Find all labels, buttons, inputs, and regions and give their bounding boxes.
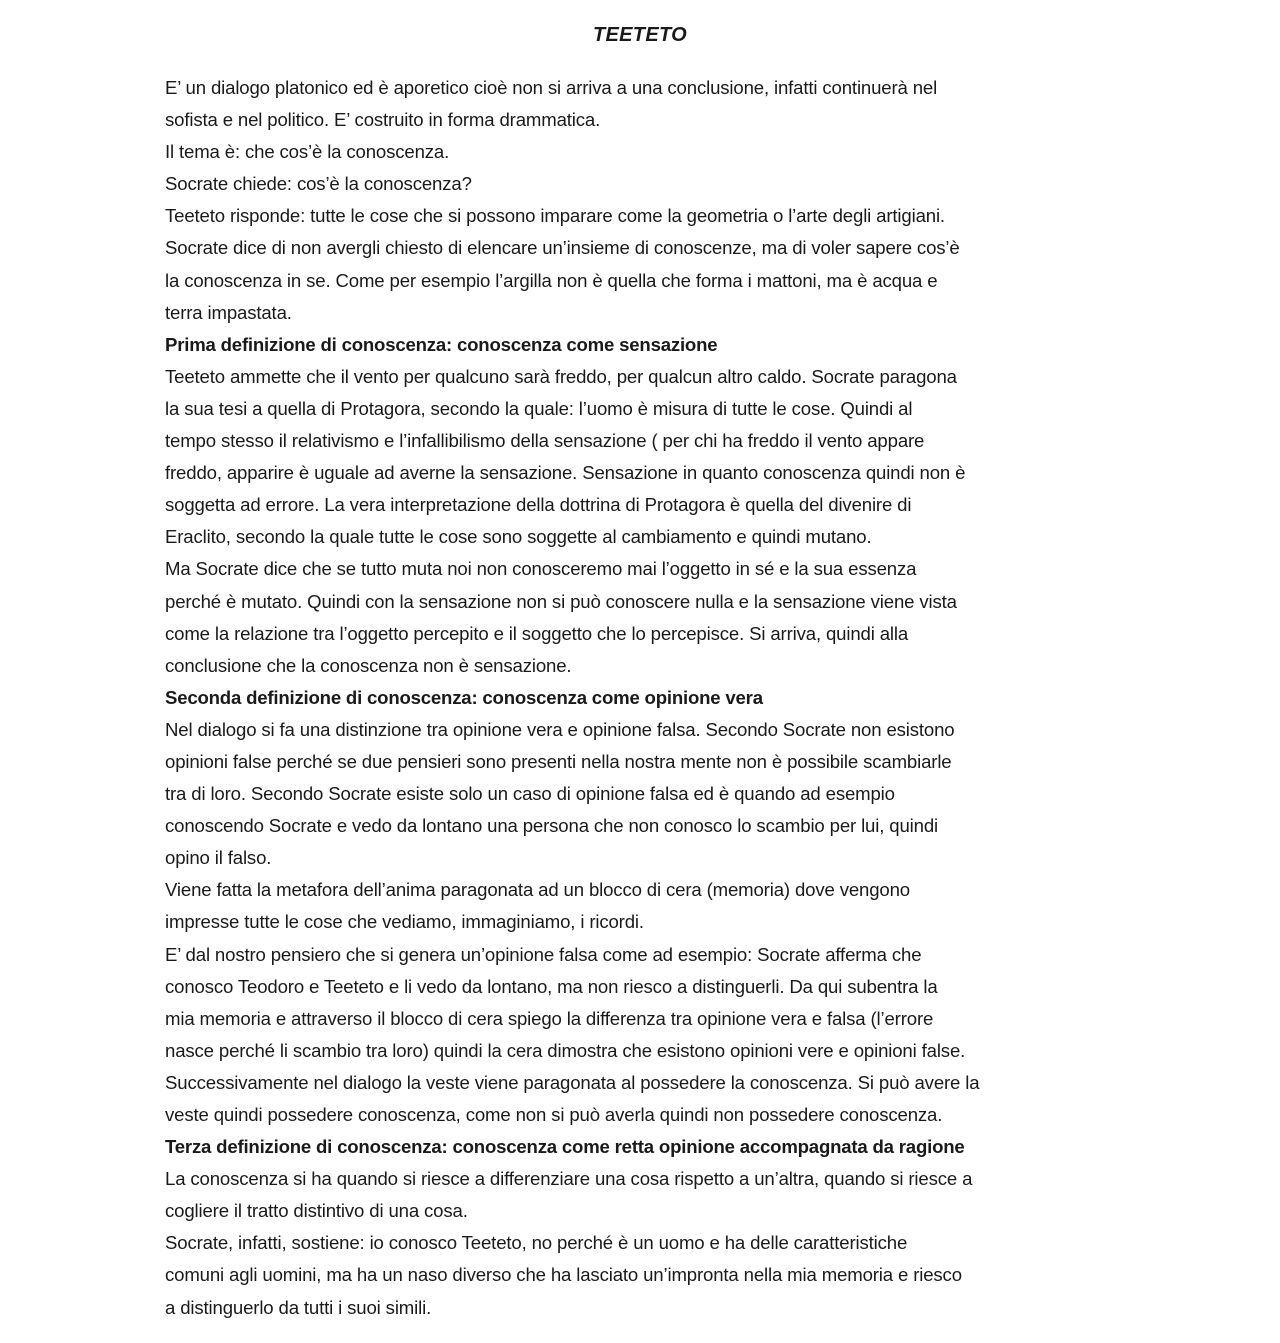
text-line: E’ un dialogo platonico ed è aporetico cioè non si arriva a una conclusione, infatti continuerà nel [165, 77, 938, 98]
document-title: TEETETO [593, 24, 687, 46]
text-line: Teeteto ammette che il vento per qualcuno sarà freddo, per qualcun altro caldo. Socrate paragona [165, 365, 957, 387]
text-line: Socrate dice di non avergli chiesto di elencare un’insieme di conoscenze, ma di voler sapere cos’è [165, 237, 960, 259]
document-body [165, 72, 1125, 1324]
text-line: Socrate chiede: cos’è la conoscenza? [165, 173, 472, 195]
text-line: Nel dialogo si fa una distinzione tra opinione vera e opinione falsa. Secondo Socrate non esistono [165, 718, 955, 740]
text-line: perché è mutato. Quindi con la sensazione non si può conoscere nulla e la sensazione viene vista [165, 590, 957, 612]
section-heading: Prima definizione di conoscenza: conoscenza come sensazione [165, 333, 718, 355]
text-line: mia memoria e attraverso il blocco di cera spiego la differenza tra opinione vera e falsa (l’errore [165, 1007, 934, 1029]
text-line: La conoscenza si ha quando si riesce a differenziare una cosa rispetto a un’altra, quando si riesce a [165, 1168, 973, 1190]
text-line: la sua tesi a quella di Protagora, secondo la quale: l’uomo è misura di tutte le cose. Quindi al [165, 397, 913, 419]
text-line: conclusione che la conoscenza non è sensazione. [165, 654, 572, 676]
text-line: terra impastata. [165, 301, 292, 323]
text-line: conoscendo Socrate e vedo da lontano una persona che non conosco lo scambio per lui, quindi [165, 815, 938, 837]
section-heading: Seconda definizione di conoscenza: conoscenza come opinione vera [165, 686, 763, 708]
text-line: comuni agli uomini, ma ha un naso diverso che ha lasciato un’impronta nella mia memoria e riesco [165, 1264, 962, 1286]
text-line: cogliere il tratto distintivo di una cosa. [165, 1200, 468, 1222]
text-line: Successivamente nel dialogo la veste viene paragonata al possedere la conoscenza. Si può avere la [165, 1071, 980, 1093]
text-line: tra di loro. Secondo Socrate esiste solo un caso di opinione falsa ed è quando ad esempio [165, 783, 895, 805]
text-line: a distinguerlo da tutti i suoi simili. [165, 1296, 432, 1318]
text-line: come la relazione tra l’oggetto percepito e il soggetto che lo percepisce. Si arriva, quindi alla [165, 622, 909, 644]
text-line: conosco Teodoro e Teeteto e li vedo da lontano, ma non riesco a distinguerli. Da qui subentra la [165, 975, 938, 997]
text-line: opinioni false perché se due pensieri sono presenti nella nostra mente non è possibile scambiarle [165, 750, 952, 772]
text-line: Eraclito, secondo la quale tutte le cose sono soggette al cambiamento e quindi mutano. [165, 526, 872, 548]
text-line: Socrate, infatti, sostiene: io conosco Teeteto, no perché è un uomo e ha delle caratteristiche [165, 1232, 908, 1254]
text-line: E’ dal nostro pensiero che si genera un’opinione falsa come ad esempio: Socrate afferma che [165, 943, 922, 965]
text-line: soggetta ad errore. La vera interpretazione della dottrina di Protagora è quella del divenire di [165, 494, 912, 516]
text-line: veste quindi possedere conoscenza, come non si può averla quindi non possedere conoscenza. [165, 1104, 943, 1125]
text-line: opino il falso. [165, 847, 272, 869]
text-line: la conoscenza in se. Come per esempio l’argilla non è quella che forma i mattoni, ma è acqua e [165, 269, 938, 291]
text-line: sofista e nel politico. E’ costruito in forma drammatica. [165, 109, 601, 131]
text-line: Il tema è: che cos’è la conoscenza. [165, 141, 450, 163]
text-line: Viene fatta la metafora dell’anima paragonata ad un blocco di cera (memoria) dove vengono [165, 879, 910, 901]
text-line: Ma Socrate dice che se tutto muta noi non conosceremo mai l’oggetto in sé e la sua essenza [165, 558, 917, 580]
text-line: impresse tutte le cose che vediamo, immaginiamo, i ricordi. [165, 911, 644, 933]
text-line: freddo, apparire è uguale ad averne la sensazione. Sensazione in quanto conoscenza quindi non è [165, 462, 966, 484]
text-line: Teeteto risponde: tutte le cose che si possono imparare come la geometria o l’arte degli artigiani. [165, 205, 945, 227]
text-line: nasce perché li scambio tra loro) quindi la cera dimostra che esistono opinioni vere e opinioni false. [165, 1039, 966, 1061]
text-line: tempo stesso il relativismo e l’infallibilismo della sensazione ( per chi ha freddo il vento appare [165, 430, 925, 452]
section-heading: Terza definizione di conoscenza: conoscenza come retta opinione accompagnata da ragione [165, 1136, 965, 1158]
